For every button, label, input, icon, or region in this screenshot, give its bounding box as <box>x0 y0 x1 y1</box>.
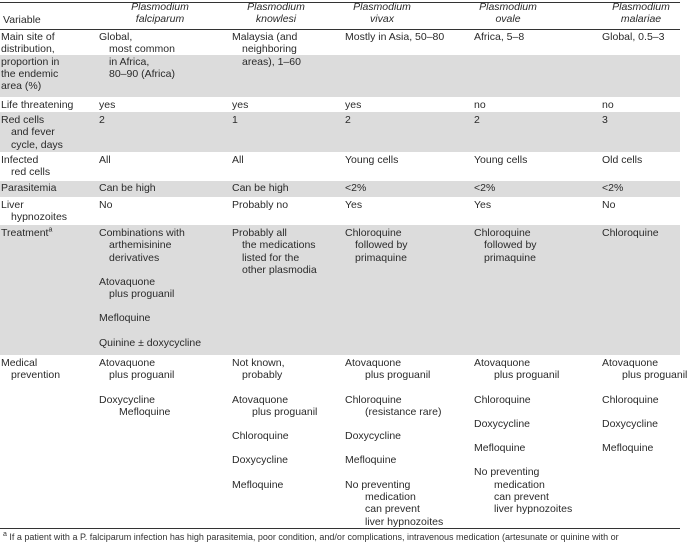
cell-line: followed by <box>484 239 537 252</box>
table-cell <box>345 199 362 211</box>
cell-line: Young cells <box>345 154 399 166</box>
header-species <box>479 1 537 26</box>
cell-line: Atovaquone <box>99 275 156 288</box>
footnote-marker: a <box>3 531 7 538</box>
table-cell <box>602 199 615 211</box>
row-label <box>1 227 52 239</box>
cell-line: no <box>602 99 614 111</box>
table-cell <box>602 154 642 166</box>
table-cell <box>474 227 537 264</box>
row-label <box>1 114 63 151</box>
cell-line: 2 <box>345 114 351 126</box>
table-cell <box>474 114 480 126</box>
cell-line: distribution, <box>1 43 55 56</box>
cell-line: can prevent <box>494 491 549 504</box>
header-variable: Variable <box>3 14 41 26</box>
cell-line <box>232 382 317 394</box>
cell-line: Mefloquine <box>99 312 151 325</box>
cell-line: liver hypnozoites <box>494 503 573 516</box>
table-cell <box>99 114 105 126</box>
cell-line: primaquine <box>484 251 536 264</box>
table-cell <box>99 227 201 349</box>
header-species <box>612 1 670 26</box>
cell-line <box>602 382 687 394</box>
cell-line: Doxycycline <box>232 454 289 467</box>
species-genus: Plasmodium <box>247 1 305 13</box>
table-cell <box>99 99 115 111</box>
cell-line: primaquine <box>355 251 407 264</box>
cell-line: Africa, 5–8 <box>474 31 525 43</box>
cell-line: plus proguanil <box>109 369 175 382</box>
cell-line: <2% <box>602 182 624 194</box>
cell-line: plus proguanil <box>622 369 687 382</box>
cell-line: Atovaquone <box>99 357 156 369</box>
cell-line <box>345 418 443 430</box>
cell-line <box>474 382 572 394</box>
top-rule <box>0 2 680 3</box>
table-cell <box>232 31 301 68</box>
cell-line: Probably no <box>232 199 289 211</box>
cell-line: Atovaquone <box>345 357 402 369</box>
table-cell <box>602 357 687 454</box>
header-species <box>131 1 189 26</box>
cell-line: plus proguanil <box>494 369 560 382</box>
footnote-ref: a <box>48 226 53 234</box>
cell-line: Atovaquone <box>474 357 531 369</box>
cell-line <box>99 264 201 276</box>
cell-line: yes <box>232 99 249 111</box>
row-label <box>1 182 56 194</box>
cell-line <box>602 430 687 442</box>
cell-line: Probably all <box>232 227 287 239</box>
cell-line <box>474 454 572 466</box>
table-cell <box>602 227 659 239</box>
cell-line: Not known, <box>232 357 285 369</box>
cell-line <box>99 325 201 337</box>
cell-line: Combinations with <box>99 227 185 239</box>
table-cell <box>602 114 608 126</box>
cell-line: Yes <box>474 199 492 211</box>
header-species <box>247 1 305 26</box>
cell-line: (resistance rare) <box>365 405 442 418</box>
cell-line: <2% <box>345 182 367 194</box>
cell-line: Liver <box>1 199 24 211</box>
cell-line: Chloroquine <box>345 393 402 406</box>
table-cell <box>99 199 112 211</box>
cell-line: areas), 1–60 <box>242 55 301 68</box>
cell-line: 2 <box>99 114 105 126</box>
cell-line: Life threatening <box>1 99 74 111</box>
cell-line: Atovaquone <box>602 357 659 369</box>
cell-line: 2 <box>474 114 480 126</box>
table-cell <box>474 199 491 211</box>
cell-line: No <box>99 199 113 211</box>
cell-line: All <box>99 154 111 166</box>
species-genus: Plasmodium <box>353 1 411 13</box>
cell-line: plus proguanil <box>252 405 318 418</box>
cell-line: plus proguanil <box>365 369 431 382</box>
cell-line: the endemic <box>1 67 59 80</box>
cell-line <box>232 467 317 479</box>
cell-line: No <box>602 199 616 211</box>
cell-line <box>345 442 443 454</box>
table-cell <box>345 31 444 43</box>
cell-line: Mefloquine <box>232 478 284 491</box>
cell-line: Chloroquine <box>474 227 531 239</box>
table-cell <box>99 31 175 80</box>
cell-line: Malaysia (and <box>232 31 298 43</box>
cell-line: medication <box>365 491 416 504</box>
footnote-text: If a patient with a P. falciparum infection has high parasitemia, poor condition, and/or complications, intravenous medication (artesunate or quinine with or <box>6 532 619 542</box>
species-genus: Plasmodium <box>479 1 537 13</box>
cell-line: the medications <box>242 239 316 252</box>
cell-line: probably <box>242 369 283 382</box>
bottom-rule <box>0 528 680 529</box>
cell-line <box>345 467 443 479</box>
cell-line <box>474 406 572 418</box>
cell-line: Yes <box>345 199 363 211</box>
cell-line: neighboring <box>242 43 297 56</box>
cell-line: prevention <box>11 369 61 382</box>
cell-line <box>99 300 201 312</box>
cell-line: 1 <box>232 114 238 126</box>
cell-line: Mefloquine <box>345 454 397 467</box>
cell-line <box>232 442 317 454</box>
cell-line: in Africa, <box>109 55 150 68</box>
table-cell <box>602 31 664 43</box>
cell-line: arthemisinine <box>109 239 172 252</box>
table-cell <box>232 114 238 126</box>
cell-line: Old cells <box>602 154 643 166</box>
header-rule <box>0 29 680 30</box>
cell-line: Chloroquine <box>474 393 531 406</box>
cell-line: and fever <box>11 126 55 139</box>
table-cell <box>345 154 398 166</box>
cell-line: red cells <box>11 166 51 179</box>
cell-line: Young cells <box>474 154 528 166</box>
cell-line <box>345 382 443 394</box>
cell-line: listed for the <box>242 251 300 264</box>
table-cell <box>232 227 317 276</box>
cell-line: Mefloquine <box>602 442 654 455</box>
cell-line: Chloroquine <box>232 430 289 443</box>
table-cell <box>232 199 288 211</box>
row-label <box>1 357 60 382</box>
cell-line: yes <box>99 99 116 111</box>
cell-line <box>232 418 317 430</box>
cell-line: No preventing <box>345 478 411 491</box>
table-cell <box>474 182 495 194</box>
row-label <box>1 31 59 92</box>
cell-line: Atovaquone <box>232 393 289 406</box>
cell-line: All <box>232 154 244 166</box>
cell-line: Mostly in Asia, 50–80 <box>345 31 445 43</box>
table-cell <box>345 114 351 126</box>
table-cell <box>345 227 408 264</box>
table-cell <box>474 154 527 166</box>
cell-line: Mefloquine <box>119 405 171 418</box>
cell-line: Main site of <box>1 31 55 43</box>
cell-line <box>99 382 174 394</box>
cell-line: Chloroquine <box>602 393 659 406</box>
table-cell <box>474 357 572 516</box>
cell-line: 3 <box>602 114 608 126</box>
species-name: falciparum <box>135 13 185 26</box>
header-species <box>353 1 411 26</box>
species-name: ovale <box>495 13 521 26</box>
cell-line: plus proguanil <box>109 288 175 301</box>
table-cell <box>474 99 486 111</box>
cell-line: Quinine ± doxycycline <box>99 336 202 349</box>
table-cell <box>345 99 361 111</box>
footnote <box>3 531 619 543</box>
species-genus: Plasmodium <box>612 1 670 13</box>
cell-line <box>474 430 572 442</box>
cell-line: Red cells <box>1 114 45 126</box>
cell-line: most common <box>109 43 175 56</box>
cell-line: liver hypnozoites <box>365 515 444 528</box>
cell-line: Chloroquine <box>345 227 402 239</box>
table-cell <box>99 154 111 166</box>
row-label <box>1 99 73 111</box>
table-cell <box>99 357 174 418</box>
cell-line: Medical <box>1 357 38 369</box>
table-cell <box>232 154 244 166</box>
cell-line: other plasmodia <box>242 263 317 276</box>
cell-line: Parasitemia <box>1 182 57 194</box>
cell-line: Chloroquine <box>602 227 659 239</box>
table-cell <box>232 99 248 111</box>
cell-line: Infected <box>1 154 39 166</box>
table-cell <box>345 357 443 528</box>
cell-line: Can be high <box>232 182 289 194</box>
row-label <box>1 154 50 179</box>
cell-line: yes <box>345 99 362 111</box>
cell-line: can prevent <box>365 503 420 516</box>
table-cell <box>474 31 524 43</box>
species-name: malariae <box>620 13 662 26</box>
cell-line: hypnozoites <box>11 211 68 224</box>
cell-line: Global, <box>99 31 133 43</box>
cell-line: cycle, days <box>11 138 63 151</box>
species-genus: Plasmodium <box>131 1 189 13</box>
cell-line: Can be high <box>99 182 156 194</box>
cell-line: no <box>474 99 486 111</box>
cell-line: followed by <box>355 239 408 252</box>
cell-line <box>602 406 687 418</box>
cell-line: 80–90 (Africa) <box>109 67 175 80</box>
cell-line: Doxycycline <box>474 417 531 430</box>
cell-line: Treatment$^a$ <box>1 226 53 239</box>
table-cell <box>99 182 156 194</box>
table-cell <box>232 182 289 194</box>
table-cell <box>602 182 623 194</box>
table-cell <box>232 357 317 491</box>
cell-line: Doxycycline <box>602 417 659 430</box>
row-label <box>1 199 67 224</box>
cell-line: Doxycycline <box>99 393 156 406</box>
species-name: vivax <box>370 13 394 26</box>
cell-line: Mefloquine <box>474 442 526 455</box>
cell-line: Global, 0.5–3 <box>602 31 665 43</box>
cell-line: derivatives <box>109 251 160 264</box>
table-cell <box>602 99 614 111</box>
cell-line: <2% <box>474 182 496 194</box>
cell-line: Doxycycline <box>345 430 402 443</box>
cell-line: area (%) <box>1 80 42 93</box>
cell-line: No preventing <box>474 466 540 479</box>
table-cell <box>345 182 366 194</box>
cell-line: proportion in <box>1 55 60 68</box>
cell-line: medication <box>494 478 545 491</box>
species-name: knowlesi <box>255 13 297 26</box>
